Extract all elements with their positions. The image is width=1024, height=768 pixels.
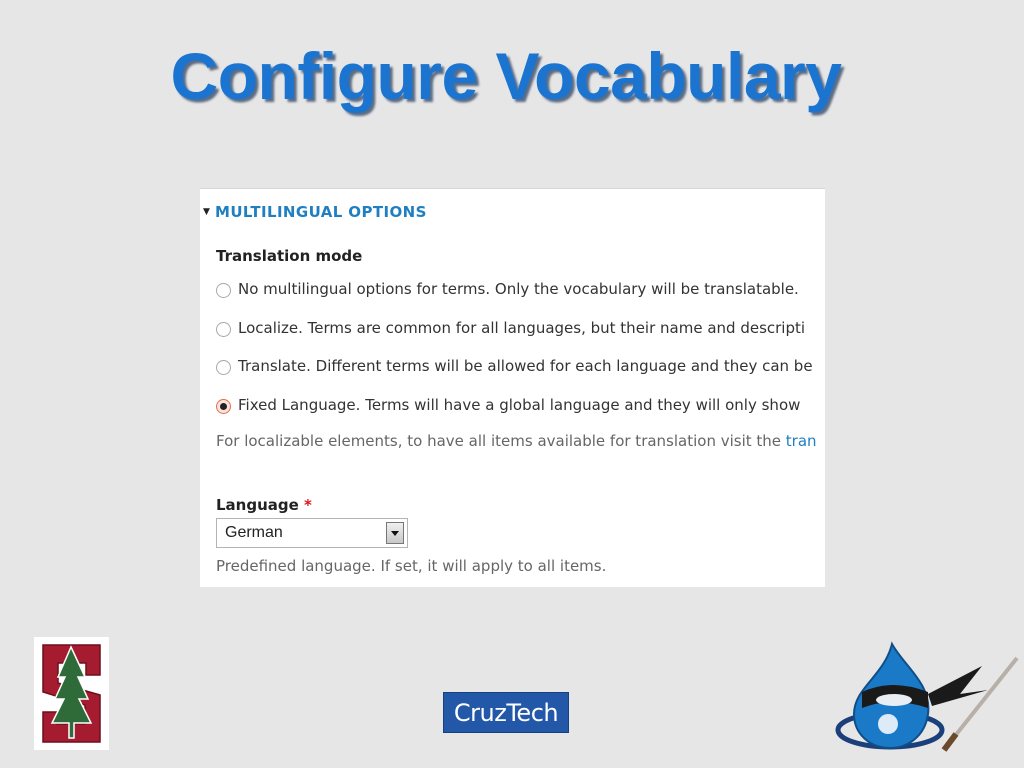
language-description: Predefined language. If set, it will apply to all items. (216, 557, 607, 575)
language-select-value[interactable]: German (225, 524, 283, 541)
radio-label[interactable]: No multilingual options for terms. Only the vocabulary will be translatable. (238, 280, 799, 298)
radio-option-no-multilingual[interactable] (216, 280, 799, 298)
translation-mode-description (216, 432, 817, 450)
radio-label[interactable]: Localize. Terms are common for all languages, but their name and descripti (238, 319, 806, 337)
language-label-text: Language (216, 496, 299, 514)
cruztech-logo-text: CruzTech (453, 698, 559, 727)
radio-label[interactable]: Translate. Different terms will be allowed for each language and they can be (238, 357, 813, 375)
drupal-ninja-logo (832, 636, 1020, 754)
radio-option-translate[interactable] (216, 357, 813, 375)
language-select[interactable] (216, 518, 408, 548)
radio-option-fixed-language[interactable] (216, 396, 800, 414)
translation-link[interactable]: tran (785, 432, 817, 450)
radio-label[interactable]: Fixed Language. Terms will have a global language and they will only show (238, 396, 801, 414)
radio-button[interactable] (216, 360, 231, 375)
cruztech-logo (443, 692, 569, 733)
caret-down-icon: ▼ (203, 207, 210, 217)
radio-button[interactable] (216, 283, 231, 298)
dropdown-arrow-icon[interactable] (386, 522, 404, 544)
slide-title: Configure Vocabulary (170, 39, 842, 113)
radio-button-checked[interactable] (216, 399, 231, 414)
fieldset-legend[interactable] (203, 203, 427, 221)
fieldset-legend-text[interactable]: MULTILINGUAL OPTIONS (215, 203, 427, 221)
language-label (216, 496, 312, 514)
translation-mode-label: Translation mode (216, 247, 363, 265)
stanford-logo (34, 637, 109, 750)
radio-option-localize[interactable] (216, 319, 805, 337)
description-text: For localizable elements, to have all items available for translation visit the (216, 432, 786, 450)
multilingual-options-panel (200, 188, 825, 587)
required-marker: * (304, 496, 312, 514)
radio-button[interactable] (216, 322, 231, 337)
